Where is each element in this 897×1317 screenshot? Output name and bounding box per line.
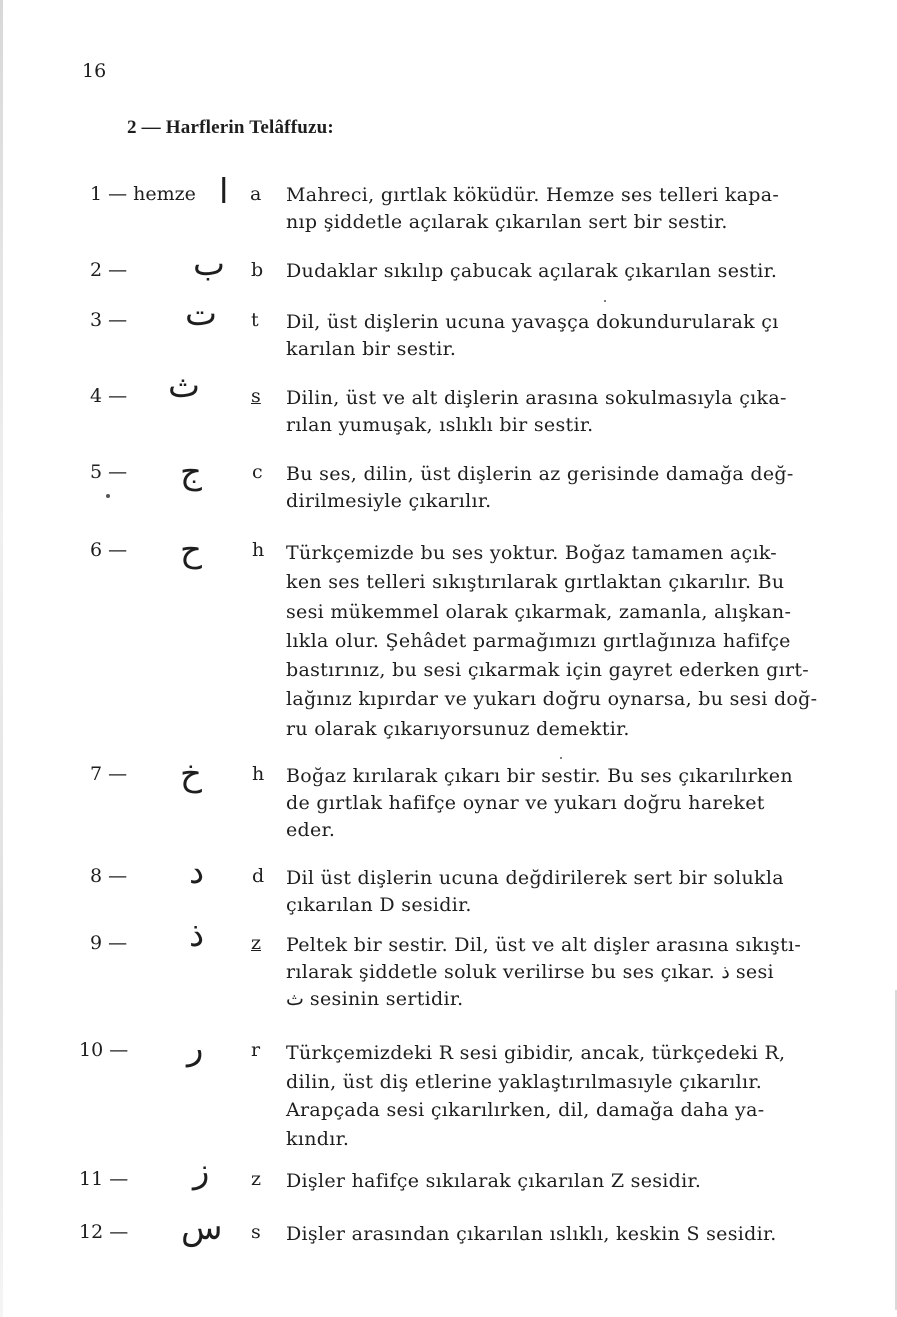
section-heading: 2 — Harflerin Telâffuzu: xyxy=(127,117,334,138)
text-line: Dil üst dişlerin ucuna değdirilerek sert bir solukla xyxy=(286,867,784,889)
text-line: Dişler hafifçe sıkılarak çıkarılan Z sesidir. xyxy=(286,1170,702,1192)
pronunciation-text xyxy=(286,1039,831,1153)
pronunciation-text xyxy=(286,385,831,439)
arabic-letter: ز xyxy=(193,1151,210,1191)
text-line: rılan yumuşak, ıslıklı bir sestir. xyxy=(286,414,594,436)
entry-number: 2 — xyxy=(90,259,128,281)
latin-letter: r xyxy=(251,1039,261,1061)
entry-number: 1 — hemze xyxy=(90,183,196,205)
latin-letter: s xyxy=(251,1221,261,1243)
arabic-letter: خ xyxy=(180,754,202,794)
latin-letter: a xyxy=(250,183,262,205)
text-line: Dişler arasından çıkarılan ıslıklı, keskin S sesidir. xyxy=(286,1223,777,1245)
entry-number: 11 — xyxy=(79,1168,129,1190)
text-line: ken ses telleri sıkıştırılarak gırtlaktan çıkarılır. Bu xyxy=(286,571,785,594)
arabic-letter: د xyxy=(189,852,205,892)
arabic-letter: ت xyxy=(185,294,218,334)
pronunciation-text xyxy=(286,258,831,285)
arabic-letter: ج xyxy=(180,452,202,492)
text-line: dilin, üst diş etlerine yaklaştırılmasıyle çıkarılır. xyxy=(286,1070,763,1093)
entry-number: 5 — xyxy=(90,461,128,483)
page-edge-left xyxy=(0,0,3,1317)
text-line: ru olarak çıkarıyorsunuz demektir. xyxy=(286,717,630,740)
pronunciation-text xyxy=(286,182,831,236)
pronunciation-text xyxy=(286,461,831,515)
text-line: Peltek bir sestir. Dil, üst ve alt dişler arasına sıkıştı- xyxy=(286,934,802,956)
text-line: kındır. xyxy=(286,1127,350,1150)
latin-letter: z xyxy=(251,932,262,954)
text-line: eder. xyxy=(286,819,336,841)
arabic-letter: ا xyxy=(219,172,229,212)
latin-letter: c xyxy=(252,461,263,483)
entry-number: 9 — xyxy=(90,932,128,954)
text-line: Arapçada sesi çıkarılırken, dil, damağa daha ya- xyxy=(286,1099,765,1121)
arabic-letter: س xyxy=(181,1208,223,1248)
arabic-letter: ر xyxy=(187,1028,204,1068)
text-line: Dil, üst dişlerin ucuna yavaşça dokundurularak çı xyxy=(286,311,779,333)
text-line: rılarak şiddetle soluk verilirse bu ses çıkar. ذ sesi xyxy=(286,961,774,983)
pronunciation-text xyxy=(286,309,831,363)
pronunciation-text xyxy=(286,1221,831,1248)
text-line: dirilmesiyle çıkarılır. xyxy=(286,490,492,512)
scan-speck xyxy=(604,300,606,302)
latin-letter: d xyxy=(252,865,265,887)
pronunciation-text xyxy=(286,539,831,744)
text-line: bastırınız, bu sesi çıkarmak için gayret ederken gırt- xyxy=(286,659,809,682)
latin-letter: h xyxy=(252,763,265,785)
text-line: lıkla olur. Şehâdet parmağımızı gırtlağınıza hafifçe xyxy=(286,629,791,652)
latin-letter: h xyxy=(252,539,265,561)
text-line: Boğaz kırılarak çıkarı bir sestir. Bu ses çıkarılırken xyxy=(286,765,793,787)
pronunciation-text xyxy=(286,1168,831,1195)
text-line: Dudaklar sıkılıp çabucak açılarak çıkarılan sestir. xyxy=(286,260,778,282)
entry-number: 6 — xyxy=(90,539,128,561)
text-line: Türkçemizde bu ses yoktur. Boğaz tamamen açık- xyxy=(286,542,778,564)
latin-letter: b xyxy=(251,259,264,281)
entry-number: 12 — xyxy=(79,1221,129,1243)
entry-number: 10 — xyxy=(79,1039,129,1061)
arabic-letter: ب xyxy=(193,244,226,284)
arabic-letter: ث xyxy=(168,366,201,406)
text-line: lağınız kıpırdar ve yukarı doğru oynarsa, bu sesi doğ- xyxy=(286,688,818,711)
entry-number: 7 — xyxy=(90,763,128,785)
pronunciation-text xyxy=(286,932,831,1013)
text-line: karılan bir sestir. xyxy=(286,338,457,360)
text-line: Mahreci, gırtlak köküdür. Hemze ses telleri kapa- xyxy=(286,184,780,206)
text-line: de gırtlak hafifçe oynar ve yukarı doğru hareket xyxy=(286,792,765,814)
scan-speck xyxy=(560,757,562,759)
arabic-letter: ذ xyxy=(189,915,205,955)
text-line: nıp şiddetle açılarak çıkarılan sert bir sestir. xyxy=(286,211,728,233)
latin-letter: z xyxy=(251,1168,262,1190)
text-line: ث sesinin sertidir. xyxy=(286,988,464,1010)
entry-number: 8 — xyxy=(90,865,128,887)
arabic-letter: ح xyxy=(180,530,202,570)
entry-number: 4 — xyxy=(90,385,128,407)
scan-speck xyxy=(106,494,110,498)
pronunciation-text xyxy=(286,865,831,919)
text-line: sesi mükemmel olarak çıkarmak, zamanla, alışkan- xyxy=(286,600,792,623)
latin-letter: t xyxy=(251,309,259,331)
text-line: Dilin, üst ve alt dişlerin arasına sokulmasıyla çıka- xyxy=(286,387,787,409)
latin-letter: s xyxy=(251,385,261,407)
text-line: Bu ses, dilin, üst dişlerin az gerisinde damağa değ- xyxy=(286,463,794,485)
text-line: Türkçemizdeki R sesi gibidir, ancak, türkçedeki R, xyxy=(286,1042,786,1064)
page-number: 16 xyxy=(82,60,107,82)
text-line: çıkarılan D sesidir. xyxy=(286,894,472,916)
pronunciation-text xyxy=(286,763,831,844)
entry-number: 3 — xyxy=(90,309,128,331)
